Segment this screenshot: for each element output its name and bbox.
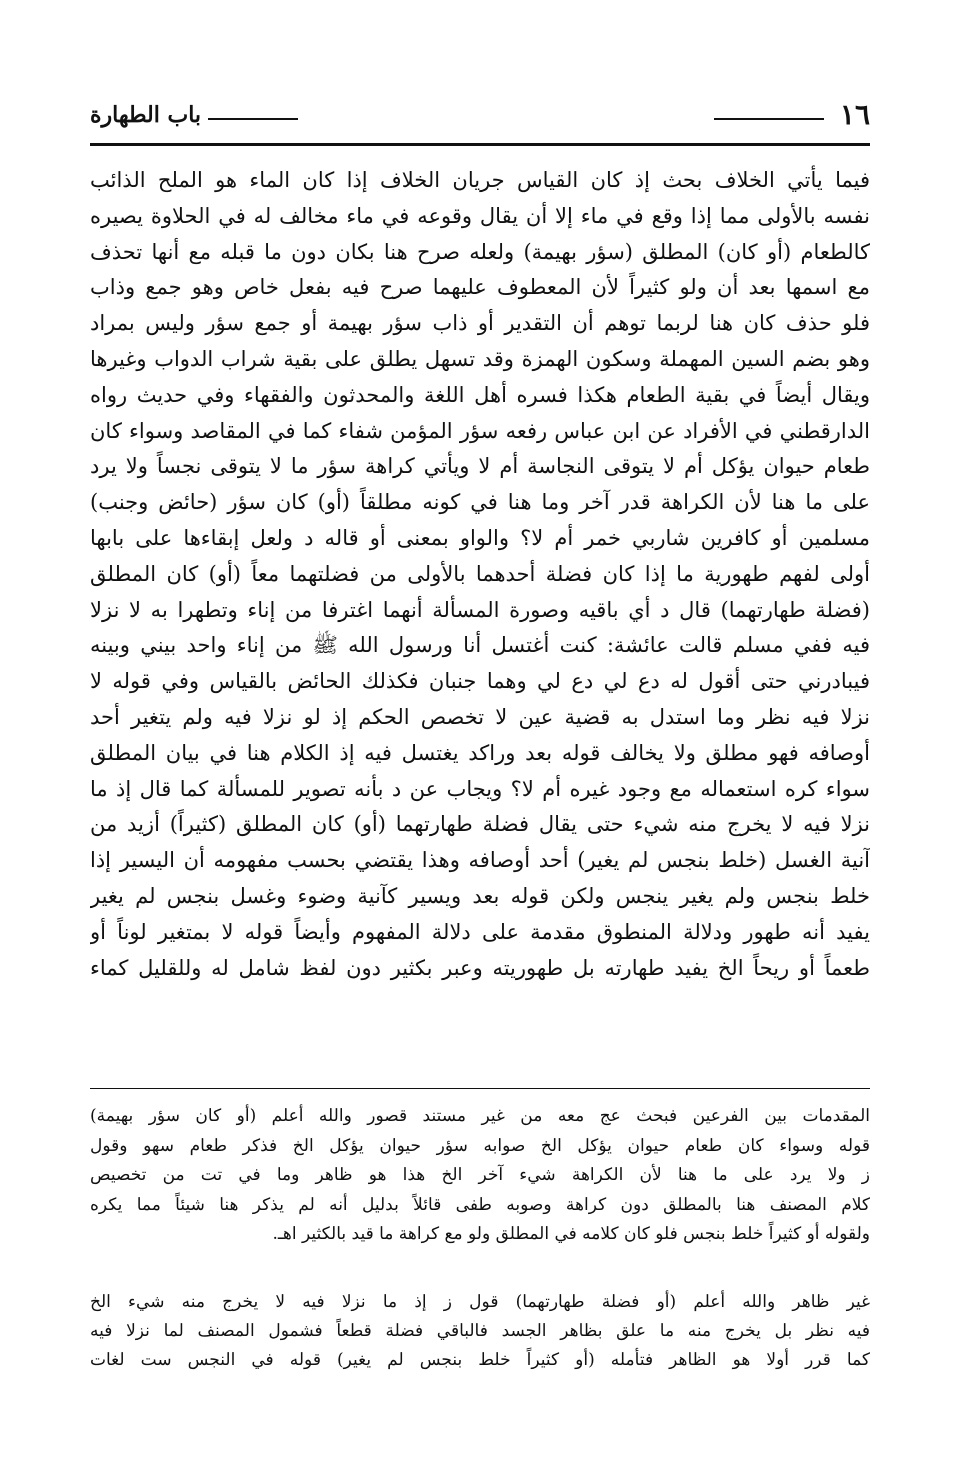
header-rule [90,143,870,146]
text-line: مع اسمها بعد أن ولو كثيراً لأن المعطوف عليهما صرح فيه بفعل خاص وهو جمع وذاب [90,275,870,300]
header-dash [714,118,824,120]
text-line: سواء كره استعماله مع وجود غيره أم لا؟ ويجاب عن د بأنه تصوير للمسألة كما قال إذ ما [90,776,870,801]
text-line: على ما هنا لأن الكراهة قدر آخر وما هنا في كونه مطلقاً (أو) كان سؤر (حائض وجنب) [90,490,870,515]
text-line: (فضلة طهارتهما) قال د أي باقيه وصورة المسألة أنهما اغترفا من إناء وتطهرا به لا نزلا [90,597,870,622]
text-line: فيه ففي مسلم قالت عائشة: كنت أغتسل أنا ورسول الله ﷺ من إناء واحد بيني وبينه [90,633,870,658]
footnote-line: المقدمات بين الفرعين فبحث عج معه من غير مستند قصور والله أعلم (أو كان سؤر بهيمة) [90,1106,870,1126]
text-line: خلط بنجس ولم يغير ينجس ولكن قوله بعد ويسير كآنية وضوء وغسل بنجس لم يغير [90,883,870,908]
footnote-line: ز ولا يرد على ما هنا لأن الكراهة شيء آخر الخ هذا هو ظاهر وما في تت من تخصيص [90,1165,870,1186]
page-number: ١٦ [839,98,870,131]
footnote-line: كما قرر أولا هو الظاهر فتأمله (أو كثيراً خلط بنجس لم يغير) قوله في النجس ست لغات [90,1350,870,1370]
footnote-1 [90,1102,870,1250]
footnote-line: فيه نظر بل يخرج منه ما علق بظاهر الجسد فالباقي فضلة قطعاً فشمول المصنف لما نزلا فيه [90,1321,870,1341]
footnote-line: كلام المصنف هنا بالمطلق دون كراهة وصوبه طفى قائلاً بدليل أنه لم يذكر هنا شيئاً مما يكره [90,1194,870,1215]
main-text [90,163,870,986]
text-line: فلو حذف كان هنا لربما توهم أن التقدير أو ذاب سؤر بهيمة أو جمع سؤر وليس بمراد [90,311,870,336]
header-dash [208,118,298,120]
text-line: كالطعام (أو كان) المطلق (سؤر بهيمة) ولعله صرح هنا بكان دون ما قبله مع أنها تحذف [90,239,870,264]
text-line: ويقال أيضاً في بقية الطعام هكذا فسره أهل اللغة والمحدثون والفقهاء وفي حديث رواه [90,382,870,407]
text-line: نزلا فيه لا يخرج منه شيء حتى يقال فضلة طهارتهما (أو) كان المطلق (كثيراً) أزيد من [90,812,870,837]
text-line: فيما يأتي الخلاف بحث إذ كان القياس جريان الخلاف إذا كان الماء هو الملح الذائب [90,168,870,192]
text-line: يفيد أنه طهور ودلالة المنطوق مقدمة على دلالة المفهوم وأيضاً قوله لا بمتغير لوناً أو [90,919,870,944]
text-line: نزلا فيه نظر وما استدل به قضية عين لا تخصص الحكم إذ لو نزلا فيه ولم يتغير أحد [90,704,870,729]
text-line: طعماً أو ريحاً الخ يفيد طهارته بل طهوريته وعبر بكثير دون لفظ شامل له وللقليل كماء [90,955,870,980]
footnote-line: غير ظاهر والله أعلم (أو فضلة طهارتهما) قول ز إذ ما نزلا فيه لا يخرج منه شيء الخ [90,1292,870,1312]
text-line: أوصافه فهو مطلق ولا يخالف قوله بعد وراكد يغتسل فيه إذ الكلام هنا في بيان المطلق [90,740,870,765]
page-header [90,96,870,136]
footnote-separator [90,1088,870,1089]
text-line: أولى لفهم طهورية ما إذا كان فضلة أحدهما بالأولى من فضلتهما معاً (أو) كان المطلق [90,561,870,586]
chapter-title: باب الطهارة [90,102,202,128]
footnote-line: قوله وسواء كان طعام حيوان يؤكل الخ صوابه سؤر حيوان يؤكل الخ فذكر طعام سهو وقول [90,1135,870,1156]
text-line: فيبادرني حتى أقول له دع لي دع لي وهما جنبان فكذلك الحائض بالقياس وفي قوله لا [90,669,870,694]
footnote-2 [90,1288,870,1375]
footnote-line: ولقوله أو كثيراً خلط بنجس فلو كان كلامه في المطلق ولو مع كراهة ما قيد بالكثير اهـ. [272,1224,870,1245]
text-line: طعام حيوان يؤكل أم لا يتوقى النجاسة أم لا ويأتي كراهة سؤر ما لا يتوقى نجساً ولا يرد [90,454,870,479]
text-line: نفسه بالأولى مما إذا وقع في ماء إلا أن يقال وقوعه في ماء مخالف له في الحلاوة يصيره [90,203,870,228]
text-line: وهو بضم السين المهملة وسكون الهمزة وقد تسهل يطلق على بقية شراب الدواب وغيرها [90,346,870,371]
text-line: مسلمين أو كافرين شاربي خمر أم لا؟ والواو بمعنى أو قاله د ولعل إبقاءها على بابها [90,525,870,550]
text-line: آنية الغسل (خلط بنجس لم يغير) أحد أوصافه وهذا يقتضي بحسب مفهومه أن اليسير إذا [90,848,870,873]
text-line: الدارقطني في الأفراد عن ابن عباس رفعه سؤر المؤمن شفاء كما في المقاصد وسواء كان [90,418,870,443]
